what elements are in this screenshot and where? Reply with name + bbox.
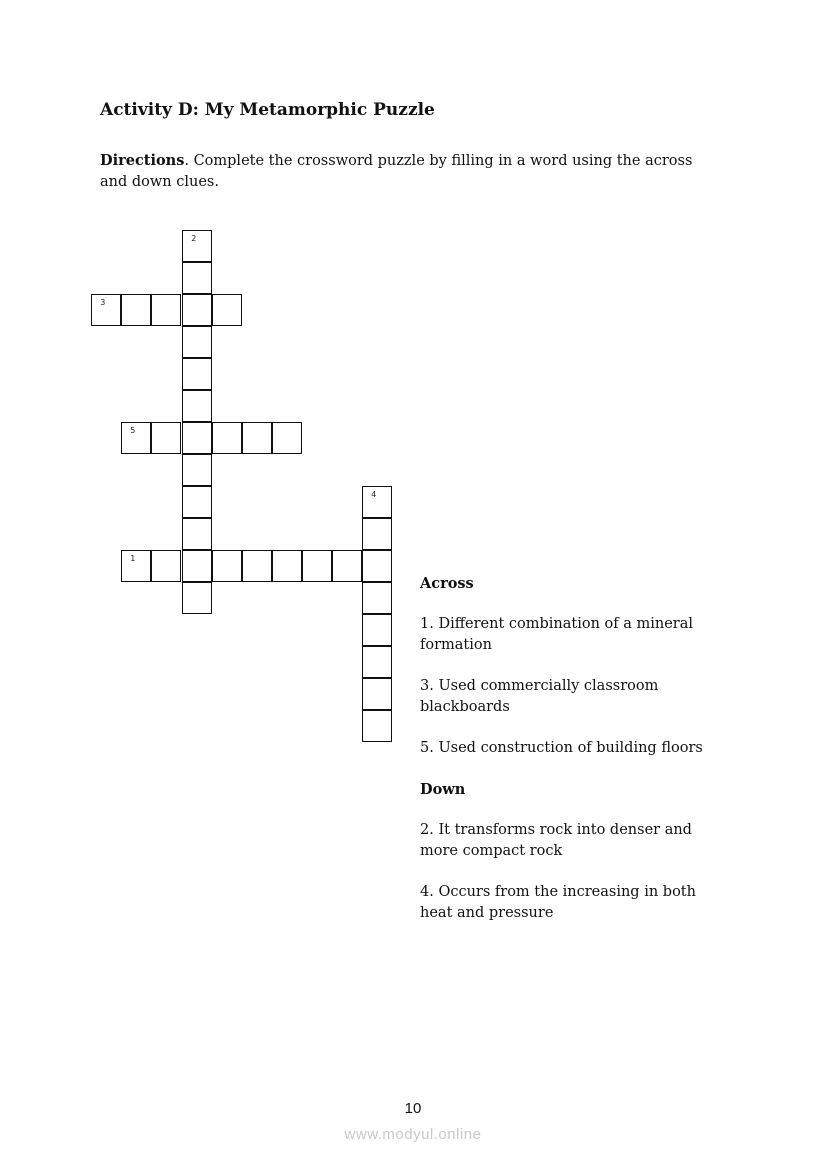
across-clue-3: 3. Used commercially classroom blackboards	[420, 678, 659, 715]
crossword-cell[interactable]	[302, 550, 332, 582]
crossword-cell[interactable]	[121, 550, 151, 582]
across-clue-5: 5. Used construction of building floors	[420, 740, 703, 756]
crossword-cell[interactable]	[242, 422, 272, 454]
crossword-cell[interactable]	[182, 422, 212, 454]
crossword-cell[interactable]	[182, 518, 212, 550]
crossword-cell[interactable]	[91, 294, 121, 326]
crossword-cell[interactable]	[362, 614, 392, 646]
crossword-cell[interactable]	[332, 550, 362, 582]
clue-number-3: 3	[100, 298, 106, 308]
crossword-cell[interactable]	[182, 582, 212, 614]
crossword-cell[interactable]	[272, 550, 302, 582]
crossword-cell[interactable]	[182, 390, 212, 422]
watermark: www.modyul.online	[344, 1126, 482, 1143]
down-clue-4: 4. Occurs from the increasing in both heat and pressure	[420, 884, 696, 921]
clue-number-5: 5	[130, 426, 136, 436]
crossword-cell[interactable]	[212, 550, 242, 582]
crossword-cell[interactable]	[182, 454, 212, 486]
crossword-cell[interactable]	[362, 550, 392, 582]
crossword-cell[interactable]	[182, 230, 212, 262]
crossword-cell[interactable]	[362, 582, 392, 614]
directions-text: . Complete the crossword puzzle by filling in a word using the across and down clues.	[100, 153, 693, 190]
page-number: 10	[404, 1100, 422, 1117]
crossword-cell[interactable]	[151, 550, 181, 582]
clue-number-4: 4	[371, 490, 377, 500]
down-clue-2: 2. It transforms rock into denser and more compact rock	[420, 822, 692, 859]
crossword-cell[interactable]	[121, 294, 151, 326]
page-title: Activity D: My Metamorphic Puzzle	[100, 100, 435, 120]
crossword-cell[interactable]	[182, 326, 212, 358]
crossword-cell[interactable]	[182, 262, 212, 294]
crossword-cell[interactable]	[151, 294, 181, 326]
crossword-cell[interactable]	[151, 422, 181, 454]
down-heading: Down	[420, 781, 466, 798]
across-clue-1: 1. Different combination of a mineral formation	[420, 616, 694, 653]
across-heading: Across	[420, 575, 474, 592]
crossword-cell[interactable]	[362, 646, 392, 678]
crossword-cell[interactable]	[121, 422, 151, 454]
clue-number-1: 1	[130, 554, 136, 564]
crossword-cell[interactable]	[272, 422, 302, 454]
crossword-cell[interactable]	[182, 294, 212, 326]
crossword-cell[interactable]	[182, 486, 212, 518]
crossword-cell[interactable]	[212, 294, 242, 326]
clue-number-2: 2	[191, 234, 197, 244]
directions-label: Directions	[100, 152, 185, 169]
crossword-cell[interactable]	[242, 550, 272, 582]
crossword-cell[interactable]	[362, 710, 392, 742]
crossword-cell[interactable]	[362, 678, 392, 710]
crossword-cell[interactable]	[212, 422, 242, 454]
crossword-cell[interactable]	[362, 518, 392, 550]
crossword-cell[interactable]	[182, 358, 212, 390]
crossword-cell[interactable]	[362, 486, 392, 518]
directions	[100, 150, 720, 193]
crossword-cell[interactable]	[182, 550, 212, 582]
clues-section	[420, 573, 720, 944]
